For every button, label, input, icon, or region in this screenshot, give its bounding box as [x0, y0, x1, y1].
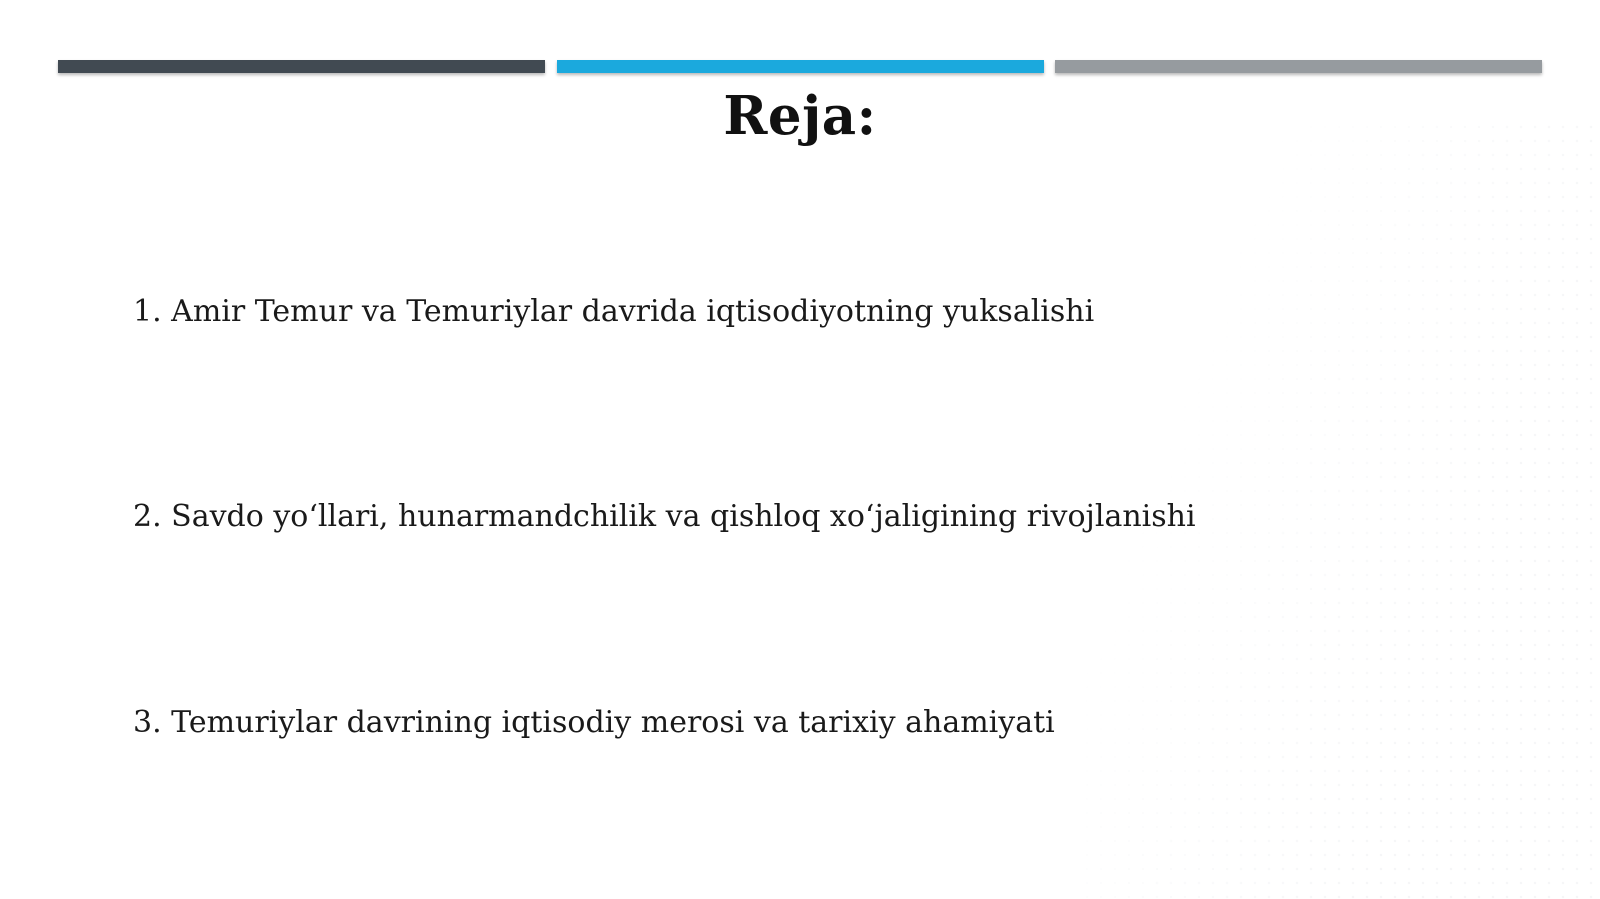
plan-item-2: 2. Savdo yo‘llari, hunarmandchilik va qishloq xo‘jaligining rivojlanishi: [133, 499, 1196, 534]
accent-bar-gray: [1055, 60, 1542, 73]
slide-title: Reja:: [723, 85, 877, 147]
plan-item-3: 3. Temuriylar davrining iqtisodiy merosi va tarixiy ahamiyati: [133, 705, 1055, 740]
accent-bar-dark: [58, 60, 545, 73]
accent-bar-blue: [557, 60, 1044, 73]
plan-item-1: 1. Amir Temur va Temuriylar davrida iqtisodiyotning yuksalishi: [133, 294, 1095, 329]
